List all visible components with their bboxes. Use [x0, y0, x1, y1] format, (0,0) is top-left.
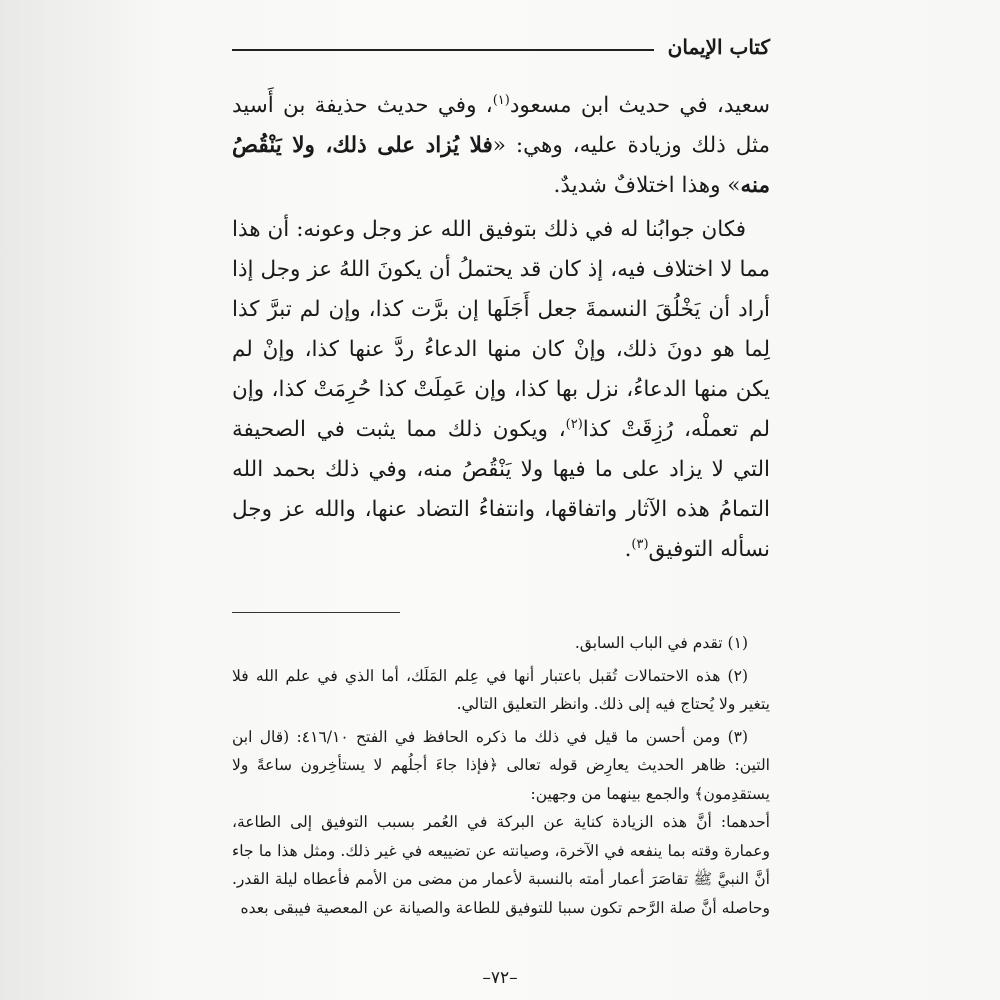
- p1-bold-quote: فلا يُزاد على ذلك، ولا يَنْقُصُ منه: [232, 133, 770, 198]
- footnote-ref-3: (٣): [631, 536, 649, 552]
- chapter-title: كتاب الإيمان: [667, 35, 770, 59]
- p1-text-c: » وهذا اختلافٌ شديدٌ.: [553, 173, 741, 198]
- p1-text-a: سعيد، في حديث ابن مسعود: [509, 93, 770, 118]
- footnote-1: (١) تقدم في الباب السابق.: [574, 634, 748, 652]
- p1-text-b: ، وفي حديث حذيفة بن أَسيد مثل ذلك وزيادة عليه، وهي: «: [232, 93, 770, 158]
- footnotes: [232, 629, 770, 922]
- paragraph-1: [232, 86, 770, 206]
- paragraph-2: [232, 210, 770, 570]
- footnote-2: (٢) هذه الاحتمالات تُقبل باعتبار أنها في عِلم المَلَك، أما الذي في علم الله فلا يتغير ولا يُحتاج فيه إلى ذلك. وانظر التعليق التالي.: [232, 666, 770, 713]
- page-content: [232, 30, 770, 922]
- running-header: [232, 30, 770, 64]
- p2-text-c: .: [624, 537, 632, 562]
- main-text: [232, 86, 770, 570]
- footnote-ref-2: (٢): [565, 416, 583, 432]
- page-gutter-shadow: [0, 0, 160, 1000]
- p2-text-b: ، ويكون ذلك مما يثبت في الصحيفة التي لا يزاد على ما فيها ولا يَنْقُصُ منه، وفي ذلك بحمد الله التمامُ هذه الآثار واتفاقها، وانتفاءُ التضاد عنها، والله عز وجل نسأله التوفيق: [232, 417, 770, 562]
- p2-text-a: فكان جوابُنا له في ذلك بتوفيق الله عز وجل وعونه: أن هذا مما لا اختلاف فيه، إذ كان قد يحتملُ أن يكونَ اللهُ عز وجل إذا أراد أن يَخْلُقَ النسمةَ جعل أَجَلَها إن برَّت كذا، وإن لم تبرَّ كذا لِما هو دونَ ذلك، وإنْ كان منها الدعاءُ ردَّ عنها كذا، وإنْ لم يكن منها الدعاءُ، نزل بها كذا، وإن عَمِلَتْ كذا حُرِمَتْ كذا، وإن لم تعملْه، رُزِقَتْ كذا: [232, 217, 770, 442]
- footnote-3: (٣) ومن أحسن ما قيل في ذلك ما ذكره الحافظ في الفتح ٤١٦/١٠: (قال ابن التين: ظاهر الحديث يعارِض قوله تعالى ﴿فإذا جاءَ أجلُهم لا يستأخِرون ساعةً ولا يستقدِمون﴾ والجمع بينهما من وجهين:: [232, 727, 770, 803]
- footnote-separator: [232, 612, 400, 613]
- header-rule: [232, 49, 654, 51]
- footnote-ref-1: (١): [492, 92, 510, 108]
- footnote-3-continued: أحدهما: أنَّ هذه الزيادة كناية عن البركة في العُمر بسبب التوفيق إلى الطاعة، وعمارة وقته بما ينفعه في الآخرة، وصيانته عن تضييعه في غير ذلك. ومثل هذا ما جاء أنَّ النبيَّ ﷺ تقاصَرَ أعمار أمته بالنسبة لأعمار من مضى من الأمم فأعطاه ليلة القدر. وحاصله أنَّ صلة الرَّحم تكون سببا للتوفيق للطاعة والصيانة عن المعصية فيبقى بعده: [232, 813, 770, 917]
- page-number: –٧٢–: [482, 968, 518, 988]
